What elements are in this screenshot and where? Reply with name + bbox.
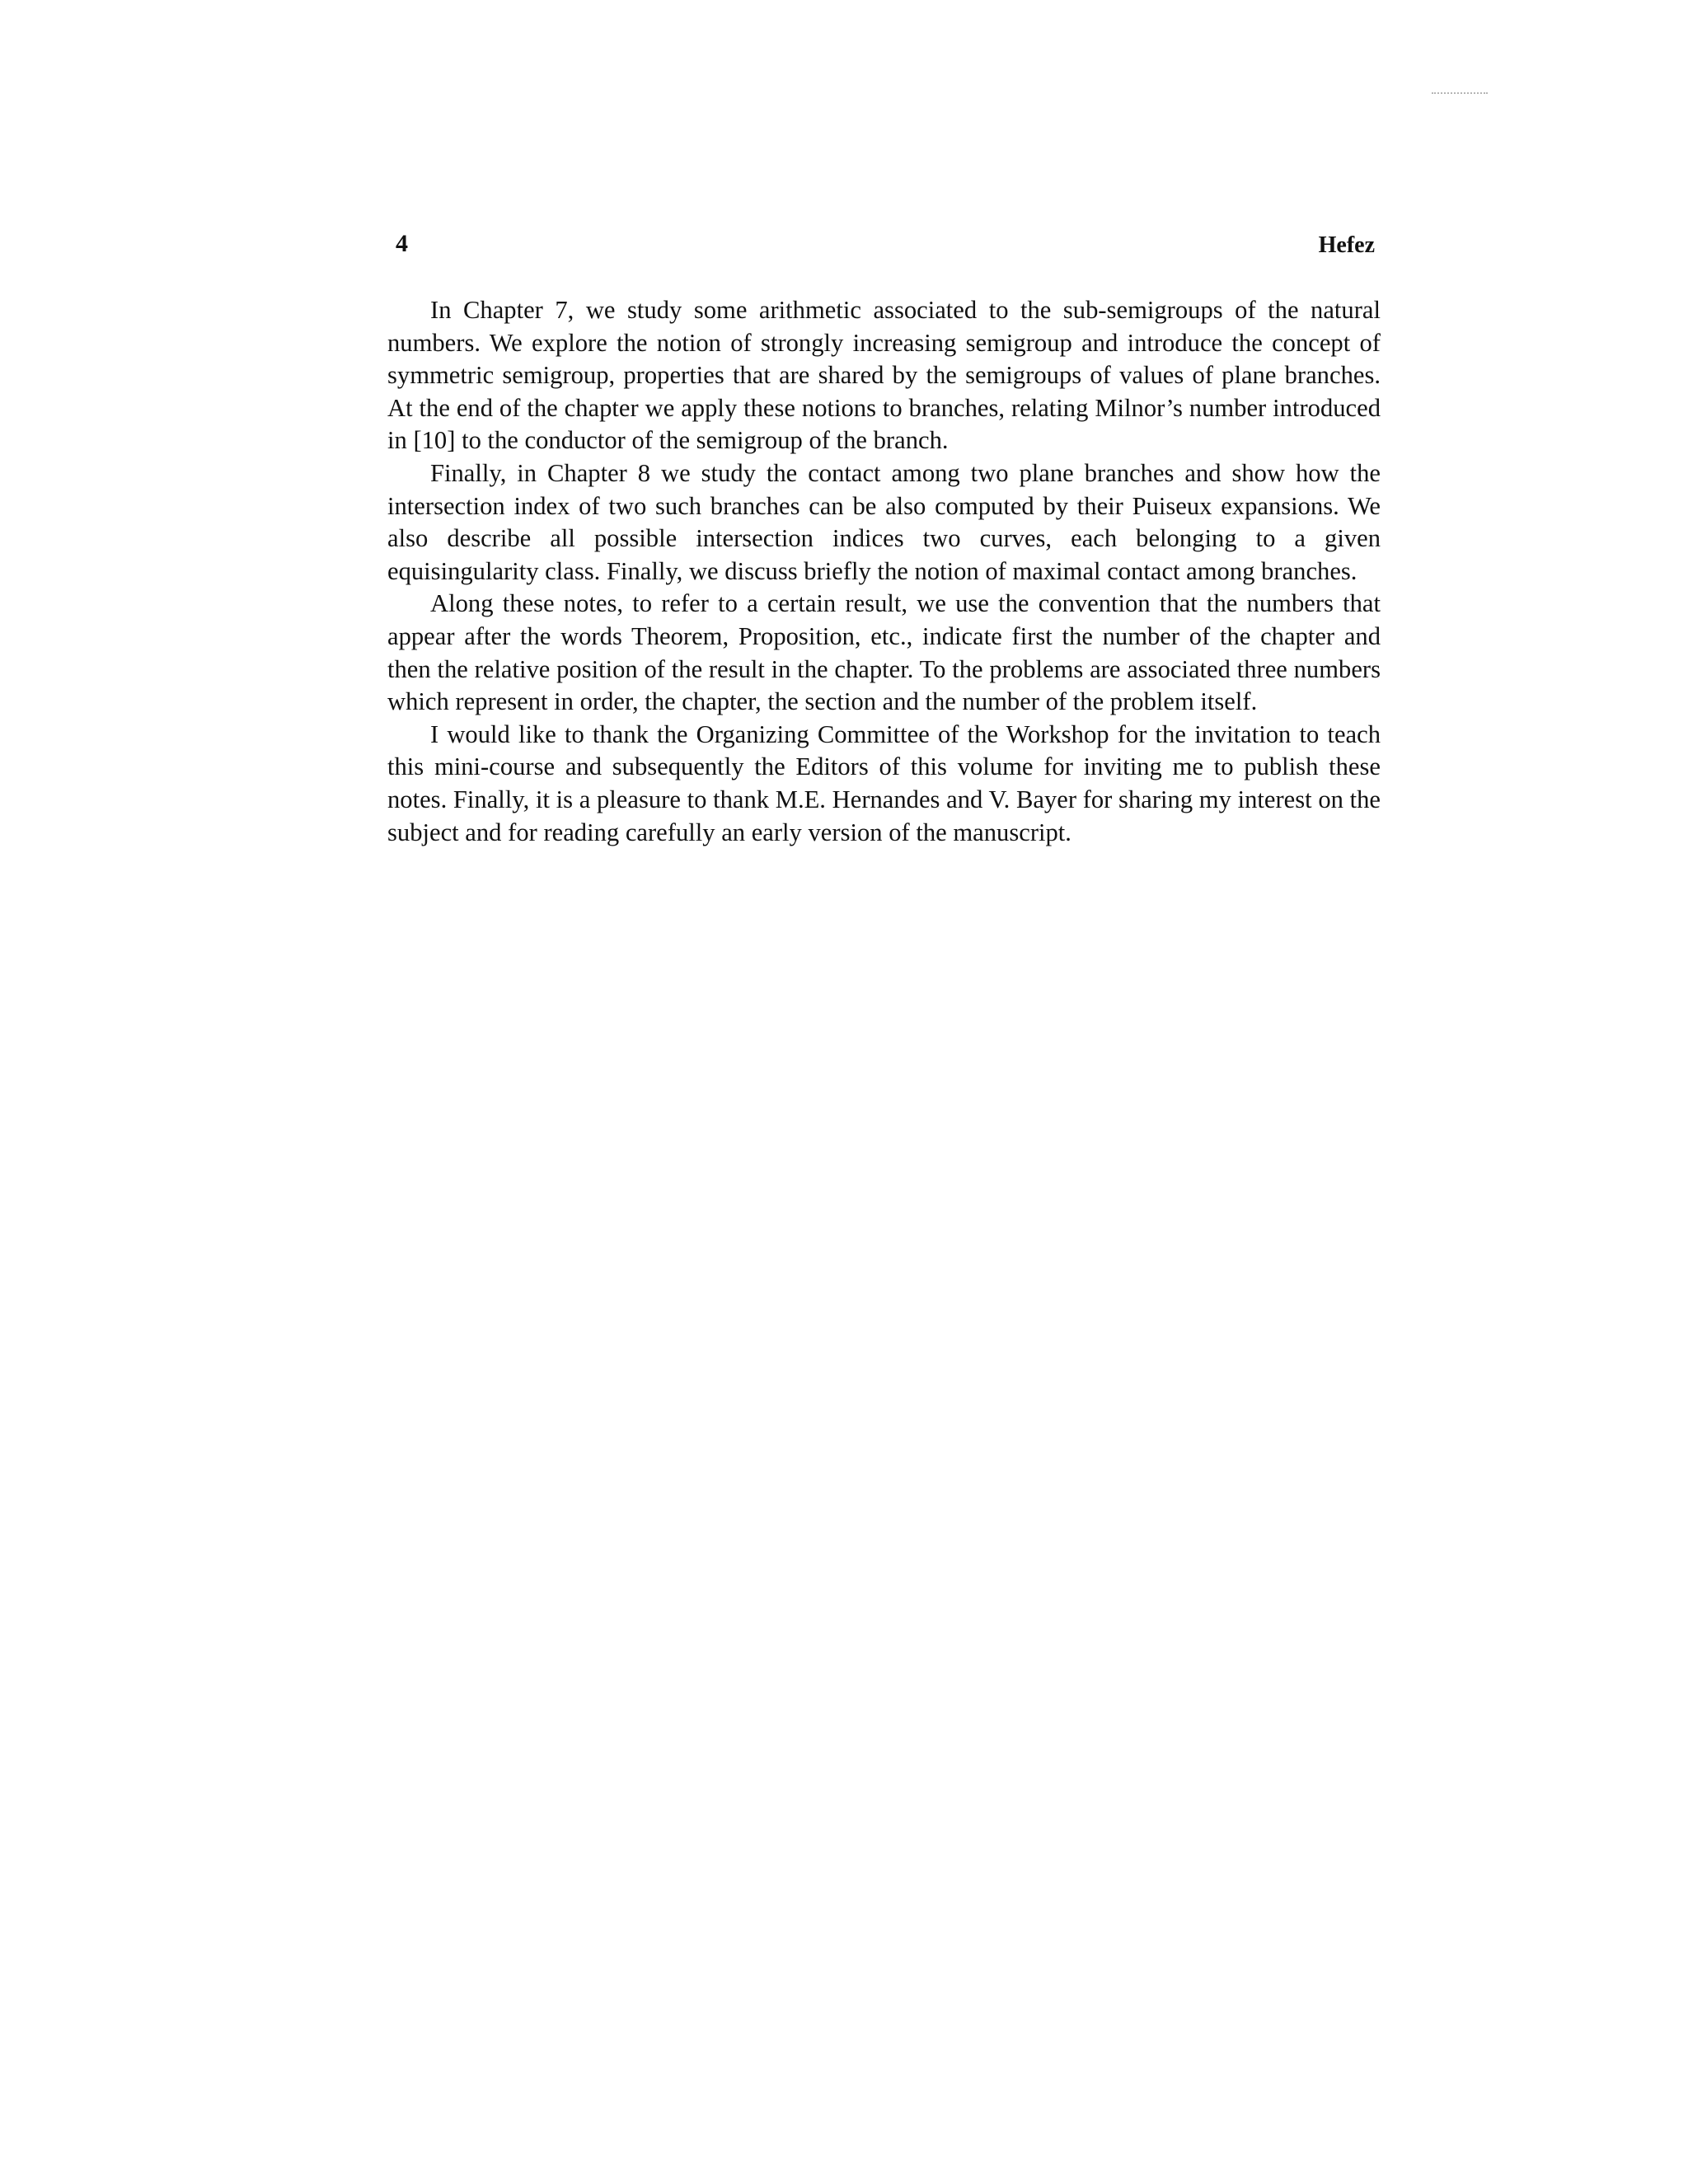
- page-header: [396, 227, 1375, 267]
- running-head-author: Hefez: [1318, 232, 1375, 258]
- scan-artifact-mark: [1432, 92, 1488, 96]
- paragraph-numbering-convention: Along these notes, to refer to a certain result, we use the convention that the numbers that appear after the words Theorem, Proposition, etc., indicate first the number of the chapter and then the relative position of the result in the chapter. To the problems are associated three numbers which represent in order, the chapter, the section and the number of the problem itself.: [387, 589, 1381, 716]
- paragraph-acknowledgements: I would like to thank the Organizing Committee of the Workshop for the invitation to teach this mini-course and subsequently the Editors of this volume for inviting me to publish these notes. Finally, it is a pleasure to thank M.E. Hernandes and V. Bayer for sharing my interest on the subject and for reading carefully an early version of the manuscript.: [387, 719, 1381, 846]
- paragraph-chapter-8: Finally, in Chapter 8 we study the contact among two plane branches and show how the intersection index of two such branches can be also computed by their Puiseux expansions. We also describe all possible intersection indices two curves, each belonging to a given equisingularity class. Finally, we discuss briefly the notion of maximal contact among branches.: [387, 458, 1381, 585]
- paragraph-chapter-7: In Chapter 7, we study some arithmetic associated to the sub-semigroups of the natural numbers. We explore the notion of strongly increasing semigroup and introduce the concept of symmetric semigroup, properties that are shared by the semigroups of values of plane branches. At the end of the chapter we apply these notions to branches, relating Milnor’s number introduced in [10] to the conductor of the semigroup of the branch.: [387, 296, 1381, 455]
- page-number: 4: [396, 230, 408, 257]
- body-text: [387, 294, 1381, 849]
